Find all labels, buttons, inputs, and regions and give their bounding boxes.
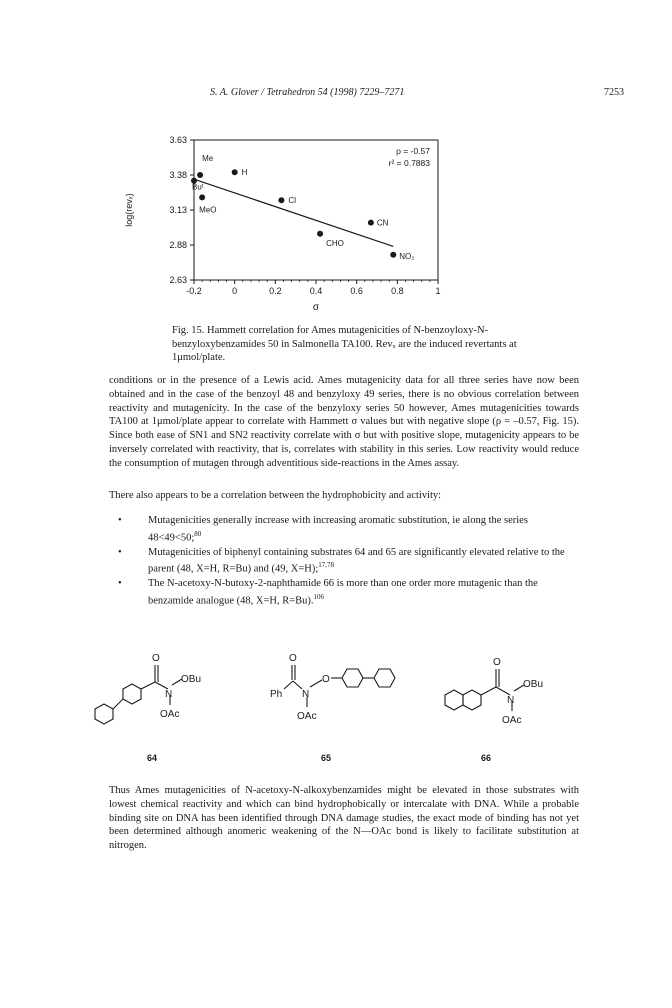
x-tick-label: 1 [435,286,441,296]
point-label: H [241,168,248,178]
point-label: MeO [199,205,217,215]
data-point [368,220,374,226]
rho-annotation: ρ = -0.57 [396,146,430,156]
point-label: Cl [288,196,296,206]
nitrogen-65: N [302,689,310,700]
point-label: CN [376,218,389,228]
point-label: Buᵗ [192,182,204,192]
body-paragraph-3: Thus Ames mutagenicities of N-acetoxy-N-alkoxybenzamides might be elevated in those substrates with lowest chemical reactivity and which can bind hydrophobically or intercalate with DNA. While a probable binding site on DNA has been identified through DNA damage studies, the exact mode of binding has not yet been determined although anomeric weakening of the N—OAc bond is likely to facilitate substitution at nitrogen. [109,785,579,852]
obu-66: OBu [523,679,544,690]
x-tick-label: 0.4 [309,286,323,296]
data-point [232,169,238,175]
y-axis-label: log(revₓ) [124,193,134,227]
body-paragraph-1: conditions or in the presence of a Lewis acid. Ames mutagenicity data for all three series have now been obtained and in the case of the benzoyl 48 and benzyloxy 49 series, there is no obvious correlation between reactivity and mutagenicity. In the case of the benzyloxy series 50 however, Ames mutagenicities towards TA100 at 1μmol/plate appear to correlate with Hammett σ values but with negative slope (ρ = –0.57, Fig. 15). Since both ease of SN1 and SN2 reactivity correlate with σ but with positive slope, mutagenicity appears to be inversely correlated with reactivity, that is, correlates with stability in this series. Low reactivity would reduce the consumption of mutagen through adventitious side-reactions in the Ames assay. [109,375,579,469]
x-tick-label: 0 [232,286,238,296]
data-point [278,197,284,203]
hammett-plot [110,128,450,320]
data-point [317,231,323,237]
r2-annotation: r² = 0.7883 [388,158,430,168]
oac-66: OAc [502,715,522,726]
compound-label-64: 64 [147,753,158,763]
data-point [197,172,203,178]
data-point [390,252,396,258]
body-paragraph-2: There also appears to be a correlation between the hydrophobicity and activity: [109,490,442,501]
figure-caption: Fig. 15. Hammett correlation for Ames mutagenicities of N-benzoyloxy-N-benzyloxybenzamides 50 in Salmonella TA100. Revₓ are the induced revertants at 1μmol/plate. [172,325,517,363]
carbonyl-o-64: O [152,653,160,664]
compound-label-65: 65 [321,753,332,763]
compound-label-66: 66 [481,753,492,763]
running-header: S. A. Glover / Tetrahedron 54 (1998) 7229–7271 [210,87,405,98]
point-label: CHO [326,238,344,248]
page-number: 7253 [604,87,624,98]
nitrogen-66: N [507,695,515,706]
bullet-item: • Mutagenicities generally increase with increasing aromatic substitution, ie along the series 48<49<50;$^{80}$ [118,515,528,543]
point-label: NO₂ [399,251,415,261]
ether-o-65: O [322,674,330,685]
x-tick-label: -0.2 [186,286,202,296]
nitrogen-64: N [165,689,173,700]
carbonyl-o-65: O [289,653,297,664]
x-axis-label: σ [312,302,320,313]
bullet-item: • The N-acetoxy-N-butoxy-2-naphthamide 66 is more than one order more mutagenic than the benzamide analogue (48, X=H, R=Bu).$^{106}$ [118,578,538,606]
x-tick-label: 0.2 [269,286,282,296]
carbonyl-o-66: O [493,657,501,668]
bullet-item: • Mutagenicities of biphenyl containing substrates 64 and 65 are significantly elevated relative to the parent (48, X=H, R=Bu) and (49, X=H);$^{17,78}$ [118,546,565,575]
y-tick-label: 3.63 [169,135,187,145]
regression-line [194,179,393,246]
y-tick-label: 2.63 [169,275,187,285]
y-tick-label: 2.88 [169,240,187,250]
y-tick-label: 3.38 [169,170,187,180]
oac-65: OAc [297,711,317,722]
x-tick-label: 0.8 [391,286,404,296]
x-tick-label: 0.6 [350,286,363,296]
y-tick-label: 3.13 [169,205,187,215]
ph-65: Ph [270,689,283,700]
point-label: Me [202,154,214,163]
oac-64: OAc [160,709,180,720]
bullet-list [118,514,580,609]
data-point [199,194,205,200]
obu-64: OBu [181,674,202,685]
chemical-structures [80,625,600,750]
